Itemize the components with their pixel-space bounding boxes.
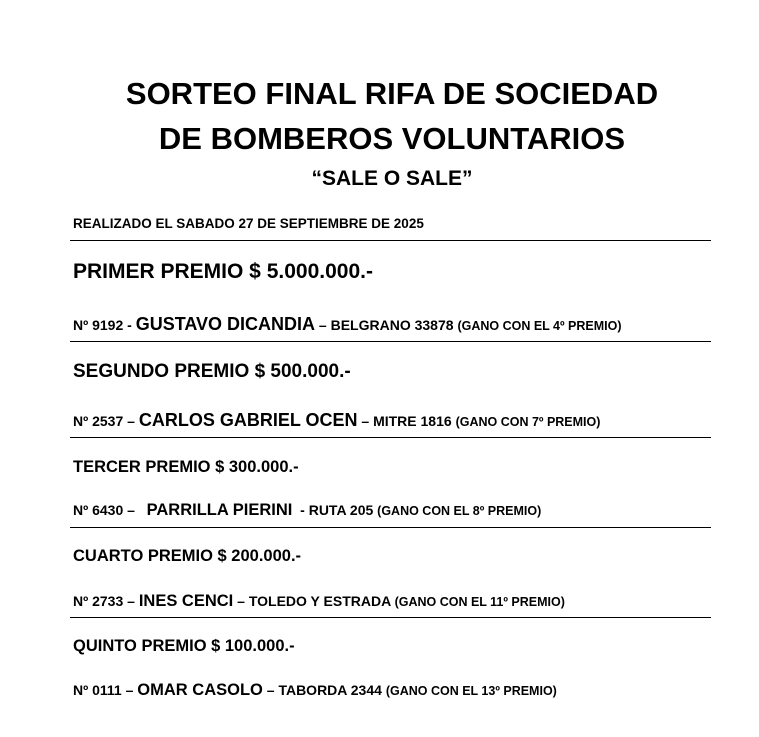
divider <box>70 341 711 342</box>
winner-name: GUSTAVO DICANDIA <box>135 314 316 334</box>
prize-4-winner-line <box>73 590 565 613</box>
ticket-number: Nº 0111 – <box>73 682 138 698</box>
ticket-number: Nº 6430 – <box>73 502 147 518</box>
winner-address: – TOLEDO Y ESTRADA <box>233 593 395 609</box>
ticket-number: Nº 2537 – <box>73 413 139 429</box>
prize-2-winner-line <box>73 409 600 433</box>
winner-name: PARRILLA PIERINI <box>146 501 293 519</box>
prize-4-heading: CUARTO PREMIO $ 200.000.- <box>73 547 302 565</box>
winner-note: (GANO CON EL 13º PREMIO) <box>385 684 557 698</box>
divider <box>70 437 711 438</box>
prize-2-heading: SEGUNDO PREMIO $ 500.000.- <box>73 361 351 382</box>
prize-1-winner-line <box>73 313 622 337</box>
winner-note: (GANO CON EL 4º PREMIO) <box>457 319 622 333</box>
draw-date: REALIZADO EL SABADO 27 DE SEPTIEMBRE DE 2025 <box>73 216 424 231</box>
document-title-line-1: SORTEO FINAL RIFA DE SOCIEDAD <box>125 76 659 111</box>
divider <box>70 240 711 241</box>
document-title-line-2: DE BOMBEROS VOLUNTARIOS <box>158 121 626 156</box>
winner-note: (GANO CON 7º PREMIO) <box>455 415 601 429</box>
prize-3-winner-line <box>73 499 541 522</box>
ticket-number: Nº 9192 - <box>73 317 136 333</box>
winner-name: OMAR CASOLO <box>137 681 263 699</box>
divider <box>70 617 711 618</box>
document-subtitle: “SALE O SALE” <box>311 167 473 190</box>
winner-name: CARLOS GABRIEL OCEN <box>138 410 358 430</box>
winner-address: – BELGRANO 33878 <box>315 317 458 333</box>
prize-3-heading: TERCER PREMIO $ 300.000.- <box>73 458 299 476</box>
prize-1-heading: PRIMER PREMIO $ 5.000.000.- <box>73 260 373 283</box>
divider <box>70 527 711 528</box>
winner-address: - RUTA 205 <box>292 502 378 518</box>
winner-note: (GANO CON EL 11º PREMIO) <box>394 595 565 609</box>
winner-address: – TABORDA 2344 <box>262 682 386 698</box>
prize-5-heading: QUINTO PREMIO $ 100.000.- <box>73 637 295 655</box>
prize-5-winner-line <box>73 679 557 702</box>
ticket-number: Nº 2733 – <box>73 593 139 609</box>
winner-address: – MITRE 1816 <box>357 413 456 429</box>
winner-name: INES CENCI <box>138 592 234 610</box>
winner-note: (GANO CON EL 8º PREMIO) <box>377 504 542 518</box>
